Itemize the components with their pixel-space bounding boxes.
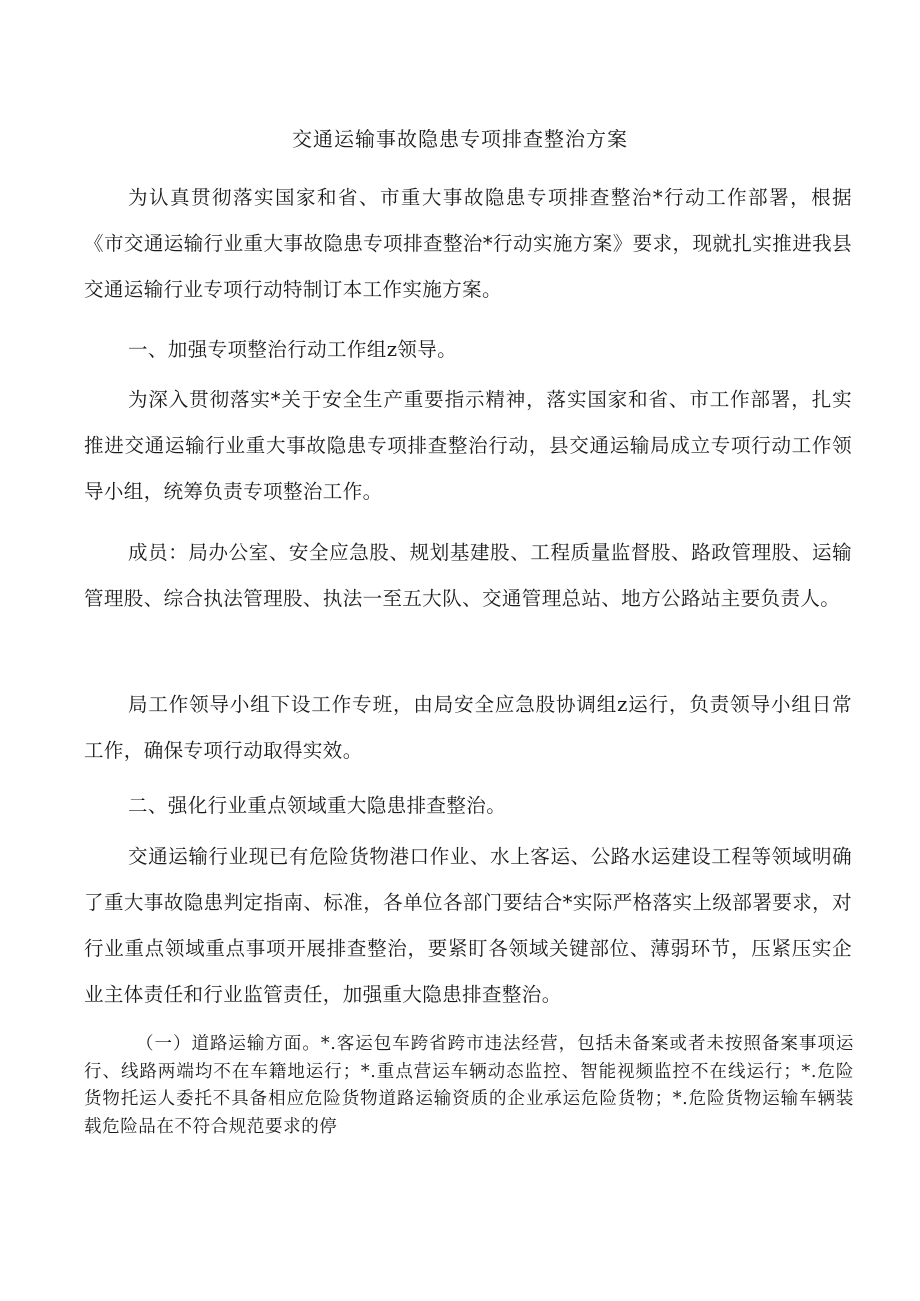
paragraph-task-force: 局工作领导小组下设工作专班，由局安全应急股协调组z运行，负责领导小组日常工作，确保专项行动取得实效。	[84, 693, 852, 762]
paragraph-road-transport: （一）道路运输方面。*.客运包车跨省跨市违法经营，包括未备案或者未按照备案事项运行、线路两端均不在车籍地运行；*.重点营运车辆动态监控、智能视频监控不在线运行；*.危险货物托运人委托不具备相应危险货物道路运输资质的企业承运危险货物；*.危险货物运输车辆装载危险品在不符合规范要求的停	[84, 1034, 854, 1137]
section-heading-2: 二、强化行业重点领域重大隐患排查整治。	[128, 794, 507, 817]
paragraph-key-areas: 交通运输行业现已有危险货物港口作业、水上客运、公路水运建设工程等领域明确了重大事故隐患判定指南、标准，各单位各部门要结合*实际严格落实上级部署要求，对行业重点领域重点事项开展排查整治，要紧盯各领域关键部位、薄弱环节，压紧压实企业主体责任和行业监管责任，加强重大隐患排查整治。	[84, 845, 852, 1006]
paragraph-members: 成员：局办公室、安全应急股、规划基建股、工程质量监督股、路政管理股、运输管理股、综合执法管理股、执法一至五大队、交通管理总站、地方公路站主要负责人。	[84, 541, 852, 610]
paragraph-leadership: 为深入贯彻落实*关于安全生产重要指示精神，落实国家和省、市工作部署，扎实推进交通运输行业重大事故隐患专项排查整治行动，县交通运输局成立专项行动工作领导小组，统筹负责专项整治工作。	[84, 388, 852, 503]
intro-paragraph: 为认真贯彻落实国家和省、市重大事故隐患专项排查整治*行动工作部署，根据《市交通运输行业重大事故隐患专项排查整治*行动实施方案》要求，现就扎实推进我县交通运输行业专项行动特制订本工作实施方案。	[84, 186, 852, 301]
document-title: 交通运输事故隐患专项排查整治方案	[292, 127, 628, 151]
section-heading-1: 一、加强专项整治行动工作组z领导。	[128, 338, 458, 361]
